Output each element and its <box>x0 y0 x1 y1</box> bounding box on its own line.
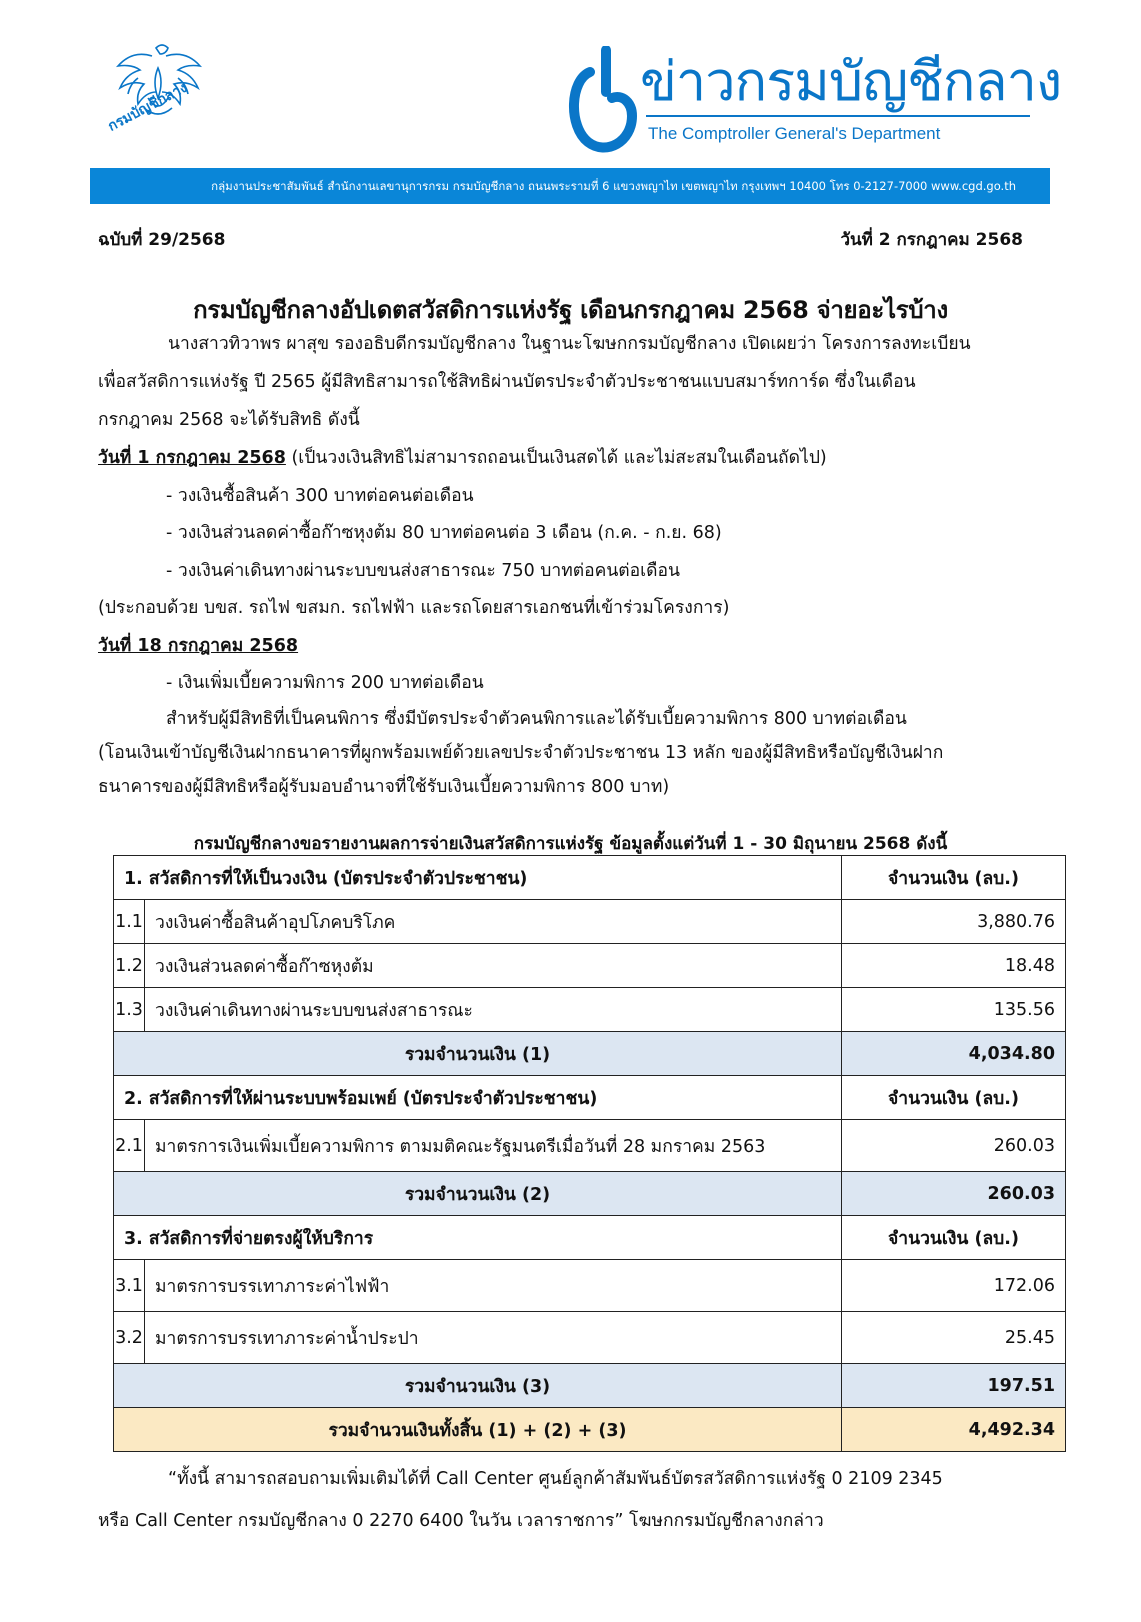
emblem-caption: กรมบัญชีกลาง <box>105 79 190 135</box>
headline: กรมบัญชีกลางอัปเดตสวัสดิการแห่งรัฐ เดือนกรกฎาคม 2568 จ่ายอะไรบ้าง <box>193 296 948 324</box>
row-amount: 172.06 <box>842 1260 1066 1312</box>
table-row <box>114 988 1066 1032</box>
intro-line-3: กรกฎาคม 2568 จะได้รับสิทธิ ดังนี้ <box>98 410 360 430</box>
subtotal-row <box>114 1364 1066 1408</box>
row-number: 3.2 <box>114 1312 145 1364</box>
section1-note: (เป็นวงเงินสิทธิไม่สามารถถอนเป็นเงินสดได้ และไม่สะสมในเดือนถัดไป) <box>285 448 827 468</box>
brand-logo-icon <box>566 46 640 154</box>
subtotal-label: รวมจำนวนเงิน (2) <box>114 1172 842 1216</box>
section1-bullet-3: - วงเงินค่าเดินทางผ่านระบบขนส่งสาธารณะ 750 บาทต่อคนต่อเดือน <box>166 561 680 581</box>
table-row <box>114 1120 1066 1172</box>
row-label: มาตรการบรรเทาภาระค่าไฟฟ้า <box>145 1260 842 1312</box>
header-contact-bar <box>90 168 1050 204</box>
table-section-header <box>114 1216 1066 1260</box>
row-label: มาตรการบรรเทาภาระค่าน้ำประปา <box>145 1312 842 1364</box>
table-row <box>114 1312 1066 1364</box>
subtotal-label: รวมจำนวนเงิน (3) <box>114 1364 842 1408</box>
table-row <box>114 900 1066 944</box>
row-number: 1.1 <box>114 900 145 944</box>
section2-heading <box>98 631 298 659</box>
grand-total-row <box>114 1408 1066 1452</box>
row-amount: 3,880.76 <box>842 900 1066 944</box>
row-number: 2.1 <box>114 1120 145 1172</box>
table-row <box>114 1260 1066 1312</box>
subtotal-amount: 197.51 <box>842 1364 1066 1408</box>
section1-bullet-1: - วงเงินซื้อสินค้า 300 บาทต่อคนต่อเดือน <box>166 486 474 506</box>
section1-heading <box>98 443 827 471</box>
table-row <box>114 944 1066 988</box>
intro-line-2: เพื่อสวัสดิการแห่งรัฐ ปี 2565 ผู้มีสิทธิสามารถใช้สิทธิผ่านบัตรประจำตัวประชาชนแบบสมาร์ทการ์ด ซึ่งในเดือน <box>98 372 916 392</box>
row-amount: 18.48 <box>842 944 1066 988</box>
section2-para-2: (โอนเงินเข้าบัญชีเงินฝากธนาคารที่ผูกพร้อมเพย์ด้วยเลขประจำตัวประชาชน 13 หลัก ของผู้มีสิทธิหรือบัญชีเงินฝาก <box>98 743 944 763</box>
subtotal-amount: 4,034.80 <box>842 1032 1066 1076</box>
row-amount: 25.45 <box>842 1312 1066 1364</box>
section1-bullet-3-note: (ประกอบด้วย บขส. รถไฟ ขสมก. รถไฟฟ้า และรถโดยสารเอกชนที่เข้าร่วมโครงการ) <box>98 598 730 618</box>
section1-bullet-2: - วงเงินส่วนลดค่าซื้อก๊าซหุงต้ม 80 บาทต่อคนต่อ 3 เดือน (ก.ค. - ก.ย. 68) <box>166 523 722 543</box>
amount-header: จำนวนเงิน (ลบ.) <box>842 1076 1066 1120</box>
row-number: 1.2 <box>114 944 145 988</box>
section-title: 2. สวัสดิการที่ให้ผ่านระบบพร้อมเพย์ (บัตรประจำตัวประชาชน) <box>114 1076 842 1120</box>
closing-line-2: หรือ Call Center กรมบัญชีกลาง 0 2270 6400 ในวัน เวลาราชการ” โฆษกกรมบัญชีกลางกล่าว <box>98 1511 824 1531</box>
row-number: 3.1 <box>114 1260 145 1312</box>
row-amount: 260.03 <box>842 1120 1066 1172</box>
table-section-header <box>114 856 1066 900</box>
section-title: 1. สวัสดิการที่ให้เป็นวงเงิน (บัตรประจำตัวประชาชน) <box>114 856 842 900</box>
amount-header: จำนวนเงิน (ลบ.) <box>842 1216 1066 1260</box>
section2-date: วันที่ 18 กรกฎาคม 2568 <box>98 636 299 656</box>
section2-bullet-1: - เงินเพิ่มเบี้ยความพิการ 200 บาทต่อเดือน <box>166 673 484 693</box>
section2-para-3: ธนาคารของผู้มีสิทธิหรือผู้รับมอบอำนาจที่ใช้รับเงินเบี้ยความพิการ 800 บาท) <box>98 777 670 797</box>
section1-date: วันที่ 1 กรกฎาคม 2568 <box>98 448 286 468</box>
row-label: วงเงินค่าซื้อสินค้าอุปโภคบริโภค <box>145 900 842 944</box>
header-contact-text: กลุ่มงานประชาสัมพันธ์ สำนักงานเลขานุการกรม กรมบัญชีกลาง ถนนพระรามที่ 6 แขวงพญาไท เขตพญาไท กรุงเทพฯ 10400 โทร 0-2127-7000 www.cgd.go.th <box>211 179 1016 193</box>
subtotal-row <box>114 1172 1066 1216</box>
issue-date: วันที่ 2 กรกฎาคม 2568 <box>840 230 1023 250</box>
section-title: 3. สวัสดิการที่จ่ายตรงผู้ให้บริการ <box>114 1216 842 1260</box>
amount-header: จำนวนเงิน (ลบ.) <box>842 856 1066 900</box>
table-title: กรมบัญชีกลางขอรายงานผลการจ่ายเงินสวัสดิการแห่งรัฐ ข้อมูลตั้งแต่วันที่ 1 - 30 มิถุนายน 2568 ดังนี้ <box>193 834 948 854</box>
row-amount: 135.56 <box>842 988 1066 1032</box>
subtotal-row <box>114 1032 1066 1076</box>
issue-number: ฉบับที่ 29/2568 <box>98 230 226 250</box>
brand-title: ข่าวกรมบัญชีกลาง <box>640 50 1062 113</box>
grand-total-amount: 4,492.34 <box>842 1408 1066 1452</box>
closing-line-1: “ทั้งนี้ สามารถสอบถามเพิ่มเติมได้ที่ Call Center ศูนย์ลูกค้าสัมพันธ์บัตรสวัสดิการแห่งรัฐ 0 2109 2345 <box>168 1469 943 1489</box>
row-number: 1.3 <box>114 988 145 1032</box>
closing-statement <box>98 1458 1038 1542</box>
brand-subtitle: The Comptroller General's Department <box>648 124 941 143</box>
subtotal-amount: 260.03 <box>842 1172 1066 1216</box>
table-section-header <box>114 1076 1066 1120</box>
grand-total-label: รวมจำนวนเงินทั้งสิ้น (1) + (2) + (3) <box>114 1408 842 1452</box>
section2-para-1: สำหรับผู้มีสิทธิที่เป็นคนพิการ ซึ่งมีบัตรประจำตัวคนพิการและได้รับเบี้ยความพิการ 800 บาทต่อเดือน <box>166 709 907 729</box>
row-label: มาตรการเงินเพิ่มเบี้ยความพิการ ตามมติคณะรัฐมนตรีเมื่อวันที่ 28 มกราคม 2563 <box>145 1120 842 1172</box>
subtotal-label: รวมจำนวนเงิน (1) <box>114 1032 842 1076</box>
row-label: วงเงินส่วนลดค่าซื้อก๊าซหุงต้ม <box>145 944 842 988</box>
welfare-report-table <box>113 855 1066 1452</box>
row-label: วงเงินค่าเดินทางผ่านระบบขนส่งสาธารณะ <box>145 988 842 1032</box>
intro-line-1: นางสาวทิวาพร ผาสุข รองอธิบดีกรมบัญชีกลาง ในฐานะโฆษกกรมบัญชีกลาง เปิดเผยว่า โครงการลงทะเบียน <box>168 334 971 354</box>
brand-divider <box>646 115 1030 117</box>
